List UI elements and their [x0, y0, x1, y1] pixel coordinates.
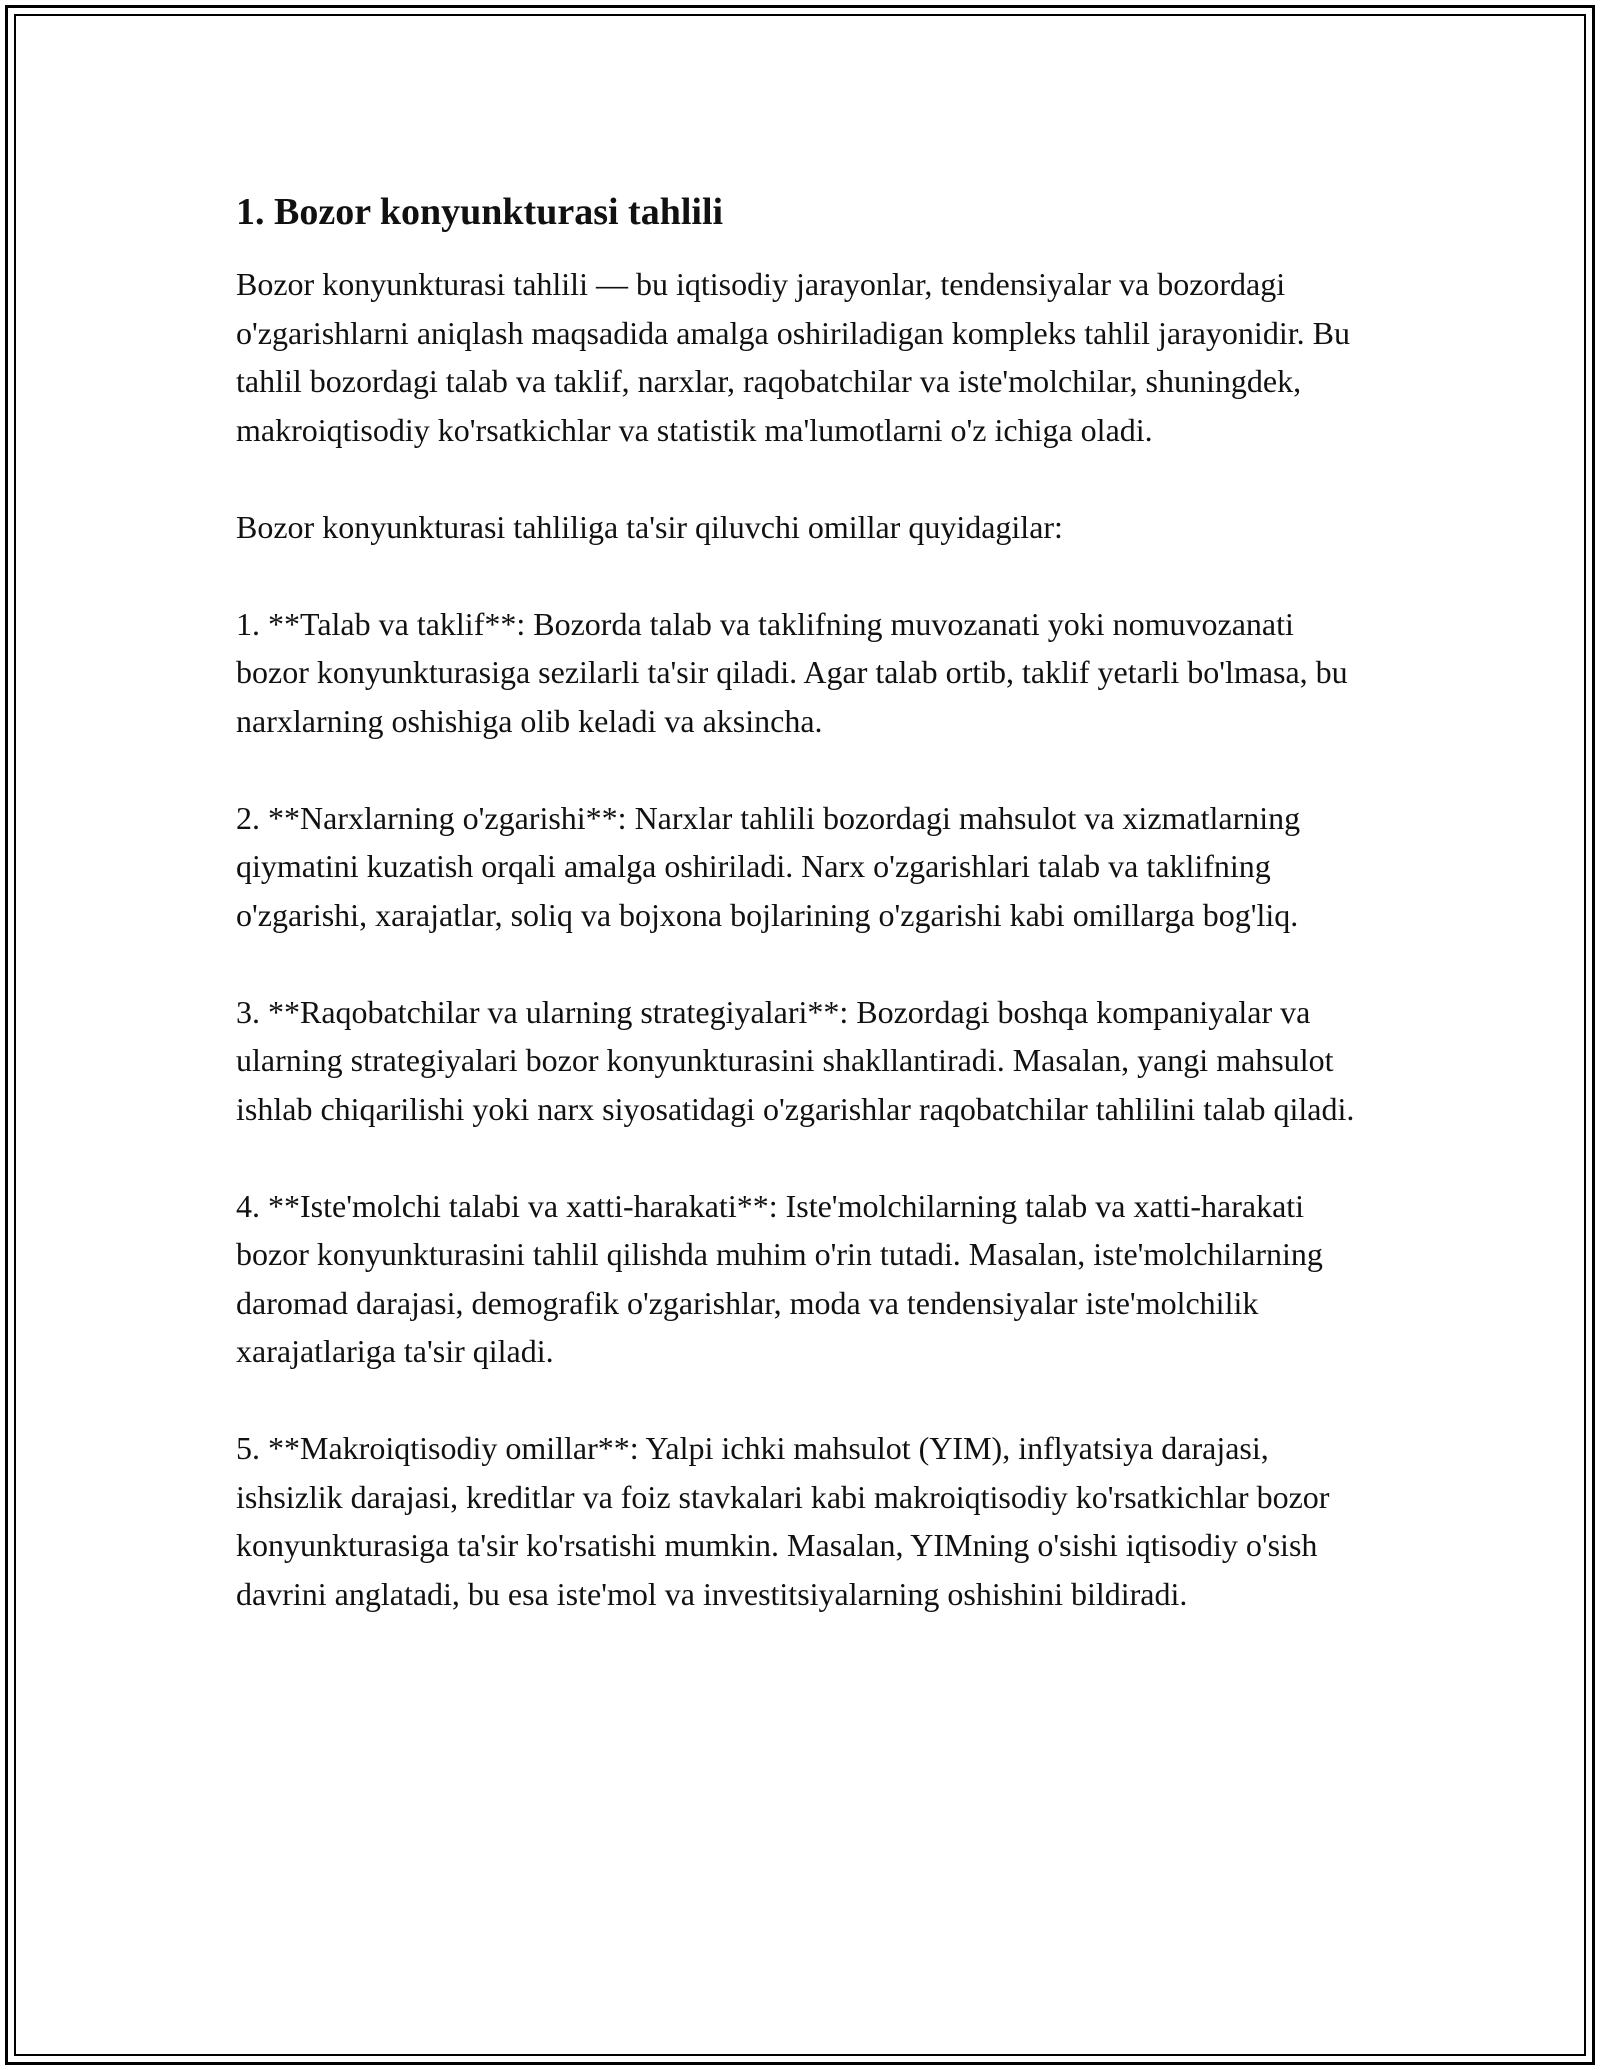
intro-paragraph: Bozor konyunkturasi tahlili — bu iqtisodiy jarayonlar, tendensiyalar va bozordagi o'zgarishlarni aniqlash maqsadida amalga oshiriladigan kompleks tahlil jarayonidir. Bu tahlil bozordagi talab va taklif, narxlar, raqobatchilar va iste'molchilar, shuningdek, makroiqtisodiy ko'rsatkichlar va statistik ma'lumotlarni o'z ichiga oladi. [236, 266, 1350, 448]
factor-3-paragraph: 3. **Raqobatchilar va ularning strategiyalari**: Bozordagi boshqa kompaniyalar va ularning strategiyalari bozor konyunkturasini shakllantiradi. Masalan, yangi mahsulot ishlab chiqarilishi yoki narx siyosatidagi o'zgarishlar raqobatchilar tahlilini talab qiladi. [236, 993, 1355, 1127]
factor-4-paragraph: 4. **Iste'molchi talabi va xatti-harakati**: Iste'molchilarning talab va xatti-harakati bozor konyunkturasini tahlil qilishda muhim o'rin tutadi. Masalan, iste'molchilarning daromad darajasi, demografik o'zgarishlar, moda va tendensiyalar iste'molchilik xarajatlariga ta'sir qiladi. [236, 1187, 1323, 1369]
factors-lead-paragraph: Bozor konyunkturasi tahliliga ta'sir qiluvchi omillar quyidagilar: [236, 508, 1063, 545]
factor-2-paragraph: 2. **Narxlarning o'zgarishi**: Narxlar tahlili bozordagi mahsulot va xizmatlarning qiymatini kuzatish orqali amalga oshiriladi. Narx o'zgarishlari talab va taklifning o'zgarishi, xarajatlar, soliq va bojxona bojlarining o'zgarishi kabi omillarga bog'liq. [236, 799, 1301, 933]
factor-1-paragraph: 1. **Talab va taklif**: Bozorda talab va taklifning muvozanati yoki nomuvozanati bozor konyunkturasiga sezilarli ta'sir qiladi. Agar talab ortib, taklif yetarli bo'lmasa, bu narxlarning oshishiga olib keladi va aksincha. [236, 605, 1348, 739]
document-body [236, 188, 1366, 1667]
factor-5-paragraph: 5. **Makroiqtisodiy omillar**: Yalpi ichki mahsulot (YIM), inflyatsiya darajasi, ishsizlik darajasi, kreditlar va foiz stavkalari kabi makroiqtisodiy ko'rsatkichlar bozor konyunkturasiga ta'sir ko'rsatishi mumkin. Masalan, YIMning o'sishi iqtisodiy o'sish davrini anglatadi, bu esa iste'mol va investitsiyalarning oshishini bildiradi. [236, 1430, 1330, 1612]
document-title: 1. Bozor konyunkturasi tahlili [236, 191, 724, 233]
